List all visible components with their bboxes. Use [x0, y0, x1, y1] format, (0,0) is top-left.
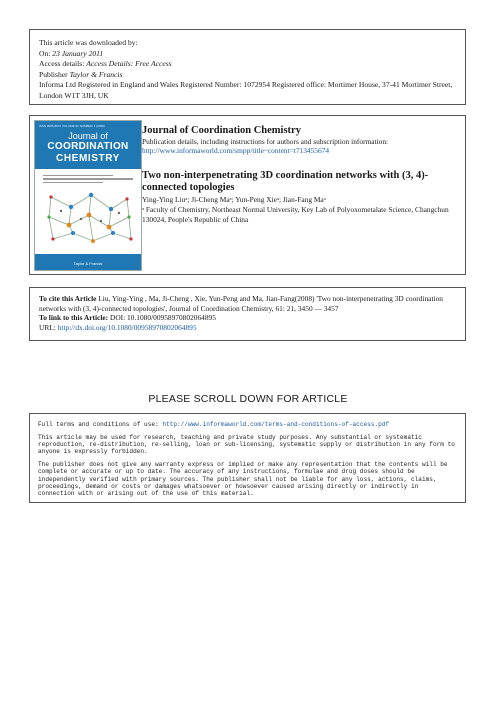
cover-journal-of: Journal of — [68, 131, 108, 141]
cite-label: To cite this Article — [39, 294, 97, 303]
download-date-label: On: — [39, 48, 51, 58]
journal-url-link[interactable]: http://www.informaworld.com/smpp/title~content=t713455674 — [142, 146, 330, 155]
access-details-value: Access Details: Free Access — [86, 59, 172, 69]
article-authors: Ying-Ying Liuᵃ; Ji-Cheng Maᵃ; Yun-Peng Xieᵃ; Jian-Fang Maᵃ — [142, 195, 326, 204]
article-url-link[interactable]: http://dx.doi.org/10.1080/00958970802064895 — [57, 322, 197, 332]
terms-box — [29, 413, 466, 503]
registration-text: Informa Ltd Registered in England and Wales Registered Number: 1072954 Registered office: Mortimer House, 37-41 Mortimer Street, London W1T 3JH, UK — [39, 80, 453, 100]
link-to-article-line — [39, 313, 456, 323]
access-details-label: Access details: — [39, 59, 85, 69]
doi-value: 10.1080/00958970802064895 — [127, 313, 216, 323]
author-affiliation: ᵃ Faculty of Chemistry, Northeast Normal University, Key Lab of Polyoxometalate Science, Changchun 130024, People's Republic of China — [142, 205, 449, 224]
article-title: Two non-interpenetrating 3D coordination networks with (3, 4)-connected topologies — [142, 170, 429, 193]
publisher-label: Publisher — [39, 69, 68, 79]
full-terms-line — [38, 421, 457, 428]
scroll-down-heading: PLEASE SCROLL DOWN FOR ARTICLE — [148, 393, 348, 405]
full-terms-link[interactable]: http://www.informaworld.com/terms-and-conditions-of-access.pdf — [162, 421, 390, 428]
citation-box — [29, 287, 466, 341]
journal-cover-image[interactable] — [34, 120, 142, 271]
article-url-line — [39, 323, 456, 333]
publisher-line — [39, 70, 456, 81]
terms-paragraph-disclaimer: The publisher does not give any warranty express or implied or make any representation that the contents will be complete or accurate or up to date. The accuracy of any instructions, formulae and drug doses should be independently verified with primary sources. The publisher shall not be liable for any loss, actions, claims, proceedings, demand or costs or damages whatsoever or howsoever caused arising directly or indirectly in connection with or arising out of the use of this material. — [38, 461, 448, 497]
cover-molecular-structure-illustration — [41, 187, 135, 247]
terms-paragraph-usage: This article may be used for research, teaching and private study purposes. Any substantial or systematic reproduction, re-distribution, re-selling, loan or sub-licensing, systematic supply or distribution in any form to anyone is expressly forbidden. — [38, 434, 455, 456]
cite-text: Liu, Ying-Ying , Ma, Ji-Cheng , Xie, Yun-Peng and Ma, Jian-Fang(2008) 'Two non-interpenetrating 3D coordination networks with (3, 4)-connected topologies', Journal of Coordination Chemistry, 61: 21, 3450 — 3457 — [39, 294, 443, 313]
downloaded-by-line: This article was downloaded by: — [39, 38, 138, 47]
cite-this-article — [39, 294, 456, 313]
publication-details-text: Publication details, including instructions for authors and subscription information: — [142, 137, 389, 146]
journal-info-box — [29, 115, 466, 275]
download-date-line — [39, 49, 456, 60]
journal-title: Journal of Coordination Chemistry — [142, 125, 301, 136]
url-label: URL: — [39, 322, 56, 332]
cover-chemistry: CHEMISTRY — [56, 153, 120, 164]
access-details-line — [39, 59, 456, 70]
cover-contents-lines — [43, 175, 133, 185]
download-date-value: 23 January 2011 — [52, 48, 104, 58]
cover-coordination: COORDINATION — [47, 141, 129, 152]
download-info-box — [29, 29, 466, 105]
full-terms-prefix: Full terms and conditions of use: — [38, 421, 159, 428]
publisher-value: Taylor & Francis — [69, 69, 123, 79]
link-label: To link to this Article: — [39, 313, 109, 323]
cover-publisher-logo: Taylor & Francis — [73, 261, 103, 266]
cover-issn-line: ISSN 0095-8972 VOLUME 61 NUMBER 1 (2008) — [39, 124, 105, 128]
doi-label: DOI: — [109, 313, 126, 323]
